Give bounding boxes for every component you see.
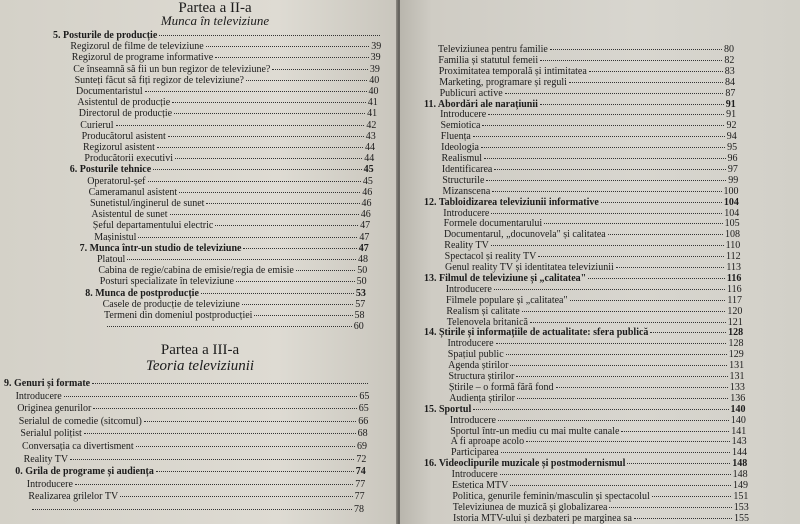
- toc-page-number: 95: [727, 142, 738, 154]
- toc-page-number: 65: [358, 403, 369, 415]
- toc-entry: [30, 504, 364, 516]
- toc-page-number: 46: [360, 209, 371, 221]
- dot-leader: [492, 191, 721, 192]
- toc-entry-title: Televiziunea pentru familie: [438, 44, 548, 55]
- dot-leader: [159, 35, 380, 36]
- toc-page-number: 148: [732, 469, 748, 481]
- toc-entry: [76, 86, 379, 98]
- toc-page-number: 117: [727, 294, 743, 306]
- toc-entry-title: 16. Videoclipurile muzicale și postmodernismul: [424, 458, 626, 470]
- toc-entry-title: Formele documentarului: [443, 218, 543, 230]
- toc-entry: [22, 441, 367, 453]
- toc-entry-title: Participarea: [450, 447, 499, 459]
- dot-leader: [494, 169, 725, 170]
- dot-leader: [550, 49, 722, 50]
- toc-page-number: 155: [734, 512, 750, 524]
- toc-entry-title: Proximitatea temporală și intimitatea: [438, 65, 587, 77]
- toc-entry-title: Introducere: [447, 338, 494, 350]
- toc-entry-title: Directorul de producție: [78, 108, 173, 120]
- toc-entry-title: Operatorul-șef: [87, 175, 146, 187]
- dot-leader: [505, 93, 724, 94]
- toc-entry-title: Asistentul de producție: [77, 97, 171, 109]
- toc-entry-title: Spectacol și reality TV: [444, 251, 537, 263]
- toc-entry-title: Introducere: [443, 207, 490, 219]
- toc-page-number: 97: [727, 163, 738, 175]
- toc-page-number: 46: [361, 198, 372, 209]
- toc-entry-title: 6. Posturile tehnice: [69, 164, 152, 176]
- dot-leader: [526, 441, 729, 442]
- dot-leader: [174, 113, 365, 114]
- toc-entry: [453, 513, 749, 524]
- dot-leader: [215, 57, 368, 58]
- toc-page-number: 148: [732, 458, 748, 470]
- dot-leader: [473, 136, 725, 137]
- part-three-title: Teoria televiziunii: [145, 358, 255, 374]
- dot-leader: [484, 158, 725, 159]
- toc-entry-title: Genul reality TV și identitatea televiziunii: [445, 262, 614, 273]
- dot-leader: [156, 471, 354, 472]
- toc-entry: [100, 276, 367, 288]
- toc-chapter: [70, 164, 374, 176]
- toc-page-number: 96: [727, 153, 738, 164]
- dot-leader: [206, 203, 359, 204]
- toc-page-number: 112: [726, 251, 741, 263]
- toc-entry: [79, 108, 377, 120]
- toc-chapter: [85, 288, 366, 300]
- toc-page-number: 42: [366, 119, 377, 131]
- toc-entry: [84, 153, 374, 165]
- toc-page-number: 110: [725, 240, 741, 252]
- toc-page-number: 116: [726, 272, 742, 284]
- toc-entry-title: Cabina de regie/cabina de emisie/regia de emisie: [98, 265, 294, 277]
- toc-page-number: 68: [357, 428, 368, 440]
- toc-entry: [98, 265, 367, 277]
- toc-entry-title: 9. Genuri și formate: [4, 378, 91, 389]
- toc-entry-title: Regizorul de programe informative: [71, 52, 214, 64]
- toc-page-number: 39: [370, 52, 381, 64]
- dot-leader: [254, 315, 352, 316]
- toc-page-number: 128: [728, 338, 744, 350]
- dot-leader: [522, 311, 726, 312]
- toc-entry: [20, 428, 367, 440]
- dot-leader: [172, 102, 366, 103]
- toc-page-number: 57: [355, 298, 366, 310]
- toc-chapter: [4, 378, 370, 390]
- toc-entry: [94, 232, 369, 244]
- toc-entry-title: 8. Munca de postproducție: [85, 287, 199, 299]
- toc-entry: [28, 491, 364, 503]
- toc-entry-title: 14. Știrile și informațiile de actualitate: sfera publică: [424, 327, 649, 339]
- toc-entry: [75, 75, 380, 87]
- toc-page-number: 91: [726, 109, 737, 121]
- toc-entry: [105, 321, 363, 333]
- toc-page-number: 151: [733, 490, 749, 502]
- toc-entry: [24, 454, 367, 466]
- dot-leader: [206, 46, 370, 47]
- right-page: [400, 0, 800, 524]
- dot-leader: [501, 452, 730, 453]
- toc-entry-title: Cameramanul asistent: [88, 186, 178, 198]
- toc-entry-title: A fi aproape acolo: [450, 436, 525, 448]
- dot-leader: [540, 60, 722, 61]
- toc-entry-title: Structura știrilor: [448, 371, 515, 382]
- toc-page-number: 66: [358, 415, 369, 427]
- toc-page-number: 83: [724, 65, 735, 77]
- toc-entry: [103, 299, 366, 311]
- toc-entry-title: Șeful departamentului electric: [92, 220, 214, 232]
- dot-leader: [516, 376, 727, 377]
- toc-entry-title: Casele de producție de televiziune: [102, 298, 240, 310]
- toc-entry-title: Realismul: [441, 153, 483, 164]
- dot-leader: [601, 202, 722, 203]
- toc-page-number: 99: [728, 174, 739, 186]
- toc-entry: [93, 220, 370, 232]
- toc-page-number: 47: [359, 231, 370, 243]
- toc-page-number: 121: [727, 316, 743, 328]
- toc-entry: [89, 187, 373, 199]
- dot-leader: [127, 259, 356, 260]
- dot-leader: [70, 459, 354, 460]
- toc-page-number: 45: [363, 164, 374, 176]
- toc-entry-title: Structurile: [442, 174, 485, 186]
- dot-leader: [570, 300, 726, 301]
- toc-entry-title: Curierul: [80, 119, 114, 131]
- toc-entry: [97, 254, 368, 266]
- dot-leader: [473, 409, 728, 410]
- toc-page-number: 153: [733, 501, 749, 513]
- toc-entry-title: Termeni din domeniul postproducției: [104, 310, 253, 321]
- toc-page-number: 47: [358, 242, 369, 254]
- toc-page-number: 100: [723, 185, 739, 197]
- dot-leader: [93, 408, 356, 409]
- toc-entry-title: Reality TV: [444, 240, 489, 252]
- toc-entry: [90, 198, 372, 210]
- toc-entry-title: Documentarul, „docunovela" și calitatea: [443, 229, 606, 241]
- toc-entry-title: Serialul de comedie (sitcomul): [18, 415, 142, 427]
- toc-entry: [77, 97, 377, 109]
- toc-entry: [72, 52, 381, 64]
- toc-entry: [19, 416, 368, 428]
- dot-leader: [242, 304, 353, 305]
- toc-page-number: 58: [354, 310, 365, 321]
- toc-entry-title: Politica, genurile feminin/masculin și spectacolul: [452, 490, 650, 502]
- dot-leader: [138, 237, 357, 238]
- dot-leader: [201, 293, 354, 294]
- dot-leader: [652, 496, 732, 497]
- toc-page-number: 143: [731, 436, 747, 448]
- dot-leader: [236, 281, 355, 282]
- toc-entry-title: 0. Grila de programe și audiența: [15, 466, 154, 478]
- toc-entry-title: Reality TV: [23, 453, 69, 465]
- dot-leader: [481, 147, 725, 148]
- dot-leader: [517, 398, 728, 399]
- toc-page-number: 45: [362, 175, 373, 187]
- toc-entry-title: Filmele populare și „calitatea": [446, 294, 568, 306]
- toc-entry-title: 5. Posturile de producție: [53, 30, 158, 41]
- toc-entry: [87, 176, 373, 188]
- toc-entry-title: Istoria MTV-ului și dezbateri pe marginea sa: [453, 512, 632, 524]
- dot-leader: [510, 365, 727, 366]
- toc-entry-title: Conversația ca divertisment: [22, 441, 134, 452]
- toc-entry-title: Fluența: [440, 131, 471, 143]
- toc-page-number: 50: [356, 276, 367, 288]
- toc-page-number: 47: [360, 220, 371, 232]
- toc-page-number: 133: [729, 381, 745, 393]
- dot-leader: [136, 446, 355, 447]
- dot-leader: [246, 80, 367, 81]
- toc-page-number: 120: [727, 305, 743, 317]
- toc-entry: [82, 131, 376, 143]
- dot-leader: [272, 69, 368, 70]
- dot-leader: [84, 433, 356, 434]
- toc-entry-title: Regizorul asistent: [83, 142, 155, 153]
- dot-leader: [75, 484, 353, 485]
- toc-page-number: 144: [731, 447, 747, 459]
- toc-page-number: 108: [724, 229, 740, 241]
- part-two-heading: Partea a II-a: [178, 0, 252, 16]
- toc-page-number: 50: [357, 265, 368, 277]
- dot-leader: [168, 136, 364, 137]
- dot-leader: [153, 169, 361, 170]
- toc-page-number: 113: [726, 262, 741, 273]
- toc-page-number: 77: [354, 491, 365, 503]
- toc-entry-title: 12. Tabloidizarea televiziunii informative: [424, 196, 599, 208]
- dot-leader: [510, 485, 731, 486]
- toc-entry-title: Ideologia: [441, 142, 479, 154]
- dot-leader: [627, 463, 730, 464]
- dot-leader: [540, 104, 724, 105]
- toc-page-number: 46: [362, 186, 373, 198]
- toc-entry-title: Introducere: [451, 469, 498, 481]
- toc-entry: [73, 64, 380, 76]
- toc-entry: [104, 310, 365, 322]
- dot-leader: [107, 326, 351, 327]
- dot-leader: [506, 354, 727, 355]
- dot-leader: [144, 421, 356, 422]
- dot-leader: [496, 343, 727, 344]
- toc-entry-title: Agenda știrilor: [448, 360, 509, 372]
- toc-page-number: 65: [359, 390, 370, 402]
- toc-entry-title: Platoul: [97, 254, 126, 265]
- dot-leader: [145, 91, 367, 92]
- toc-page-number: 104: [723, 196, 739, 208]
- toc-entry-title: Sunetistul/inginerul de sunet: [90, 198, 205, 209]
- left-page: [0, 0, 398, 524]
- toc-page-number: 128: [728, 327, 744, 339]
- toc-entry-title: Regizorul de filme de televiziune: [70, 41, 204, 53]
- toc-page-number: 141: [731, 425, 747, 437]
- part-three-heading: Partea a III-a: [160, 342, 240, 358]
- toc-page-number: 136: [730, 392, 746, 404]
- toc-page-number: 131: [729, 360, 745, 372]
- dot-leader: [170, 214, 359, 215]
- dot-leader: [500, 474, 731, 475]
- toc-entry-title: Introducere: [449, 414, 496, 426]
- toc-page-number: 40: [369, 74, 380, 86]
- toc-entry-title: Originea genurilor: [17, 403, 92, 415]
- toc-page-number: 44: [364, 153, 375, 165]
- toc-chapter: [15, 466, 366, 478]
- dot-leader: [32, 509, 352, 510]
- toc-entry: [17, 403, 369, 415]
- toc-chapter: [80, 243, 369, 255]
- dot-leader: [650, 332, 726, 333]
- toc-entry-title: Familia și statutul femeii: [438, 54, 539, 66]
- dot-leader: [64, 396, 358, 397]
- toc-page-number: 43: [365, 130, 376, 142]
- toc-page-number: 92: [726, 120, 737, 132]
- toc-entry-title: 7. Munca într-un studio de televiziune: [79, 242, 242, 254]
- toc-page-number: 40: [368, 86, 379, 97]
- toc-entry-title: Publicuri active: [439, 87, 503, 99]
- dot-leader: [609, 507, 731, 508]
- toc-entry-title: Realism și calitate: [446, 305, 520, 317]
- toc-entry-title: Telenovela britanică: [446, 316, 528, 328]
- toc-entry: [83, 142, 375, 154]
- toc-entry-title: Introducere: [440, 109, 487, 121]
- toc-entry-title: Identificarea: [441, 163, 493, 175]
- toc-page-number: 78: [354, 504, 364, 515]
- toc-page-number: 80: [724, 44, 734, 55]
- dot-leader: [486, 180, 726, 181]
- toc-page-number: 44: [365, 142, 375, 153]
- toc-page-number: 77: [355, 478, 366, 490]
- toc-entry-title: Spațiul public: [447, 349, 504, 361]
- dot-leader: [175, 158, 362, 159]
- toc-page-number: 91: [725, 98, 736, 110]
- toc-page-number: 149: [733, 480, 748, 491]
- part-two-title: Munca în televiziune: [160, 13, 270, 28]
- toc-page-number: 74: [355, 466, 366, 478]
- toc-entry: [70, 41, 381, 53]
- toc-entry-title: Mașinistul: [94, 231, 137, 243]
- dot-leader: [616, 267, 725, 268]
- toc-entry-title: 15. Sportul: [424, 403, 472, 415]
- dot-leader: [634, 518, 732, 519]
- toc-entry-title: Realizarea grilelor TV: [28, 491, 119, 503]
- dot-leader: [179, 192, 360, 193]
- dot-leader: [569, 82, 723, 83]
- toc-entry: [80, 120, 376, 132]
- dot-leader: [494, 289, 725, 290]
- toc-page-number: 72: [356, 453, 367, 465]
- dot-leader: [556, 387, 728, 388]
- dot-leader: [120, 496, 352, 497]
- toc-entry-title: Sportul într-un mediu cu mai multe canale: [450, 425, 620, 437]
- toc-entry-title: Asistentul de sunet: [91, 209, 168, 221]
- dot-leader: [243, 248, 356, 249]
- dot-leader: [491, 213, 722, 214]
- dot-leader: [157, 147, 363, 148]
- toc-page-number: 48: [358, 254, 368, 265]
- toc-entry-title: Introducere: [15, 390, 62, 402]
- dot-leader: [530, 322, 726, 323]
- dot-leader: [538, 256, 724, 257]
- dot-leader: [608, 234, 723, 235]
- toc-entry-title: Mizanscena: [442, 185, 491, 197]
- toc-page-number: 41: [367, 97, 378, 109]
- toc-page-number: 60: [353, 321, 364, 333]
- toc-page-number: 116: [727, 283, 742, 295]
- dot-leader: [215, 225, 358, 226]
- toc-page-number: 94: [726, 131, 737, 143]
- toc-entry-title: Televiziunea de muzică și globalizarea: [452, 501, 608, 513]
- toc-entry-title: Introducere: [445, 283, 492, 295]
- toc-entry-title: Posturi specializate în televiziune: [99, 276, 234, 288]
- toc-entry-title: Marketing, programare și reguli: [439, 76, 567, 88]
- toc-page-number: 53: [355, 287, 366, 299]
- toc-entry-title: 11. Abordări ale narațiunii: [424, 98, 538, 110]
- toc-page-number: 104: [724, 207, 740, 219]
- toc-entry-title: 13. Filmul de televiziune și „calitatea": [424, 272, 587, 284]
- toc-entry-title: Serialul polițist: [20, 428, 82, 440]
- dot-leader: [544, 223, 722, 224]
- toc-entry: [27, 479, 365, 491]
- toc-entry-title: Producătorii executivi: [84, 153, 173, 165]
- dot-leader: [116, 125, 365, 126]
- toc-chapter: [53, 30, 382, 42]
- toc-page-number: 39: [371, 41, 382, 53]
- toc-page-number: 87: [725, 87, 736, 99]
- dot-leader: [498, 420, 729, 421]
- dot-leader: [589, 71, 723, 72]
- dot-leader: [588, 278, 725, 279]
- dot-leader: [482, 125, 724, 126]
- toc-entry-title: Audiența știrilor: [449, 392, 516, 404]
- dot-leader: [148, 181, 361, 182]
- toc-entry: [91, 209, 370, 221]
- toc-page-number: 140: [730, 403, 746, 415]
- toc-page-number: 84: [725, 76, 736, 88]
- toc-entry-title: Sunteți făcut să fiți regizor de televiziune?: [74, 74, 244, 86]
- toc-entry-title: Producătorul asistent: [81, 130, 166, 142]
- toc-page-number: 129: [728, 349, 744, 361]
- dot-leader: [488, 114, 724, 115]
- dot-leader: [92, 383, 368, 384]
- toc-entry-title: Introducere: [26, 478, 73, 490]
- toc-entry-title: Știrile – o formă fără fond: [448, 381, 554, 393]
- toc-entry: [16, 391, 370, 403]
- toc-page-number: 140: [730, 414, 746, 426]
- dot-leader: [491, 245, 724, 246]
- dot-leader: [296, 270, 355, 271]
- toc-page-number: 131: [729, 371, 745, 382]
- toc-page-number: 39: [369, 63, 380, 75]
- toc-page-number: 82: [724, 54, 735, 66]
- toc-page-number: 41: [367, 108, 378, 120]
- toc-page-number: 105: [724, 218, 740, 230]
- toc-entry-title: Documentaristul: [76, 86, 143, 97]
- dot-leader: [621, 431, 729, 432]
- toc-entry-title: Estetica MTV: [452, 480, 509, 491]
- toc-page-number: 69: [357, 441, 367, 452]
- toc-entry-title: Ce înseamnă să fii un bun regizor de televiziune?: [73, 63, 271, 75]
- toc-entry-title: Semiotica: [440, 120, 481, 132]
